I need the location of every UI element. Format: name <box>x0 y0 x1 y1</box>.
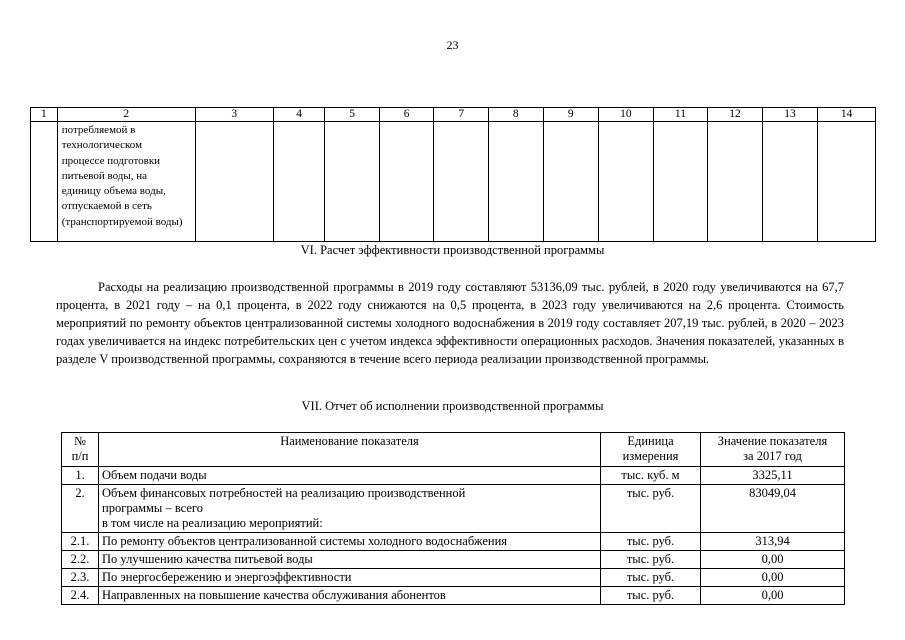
row-indicator-name <box>99 485 601 533</box>
row-number: 2.4. <box>62 587 99 605</box>
header-value <box>701 433 845 467</box>
table-row <box>62 569 845 587</box>
row-text-line: Объем финансовых потребностей на реализацию производственной <box>102 486 466 500</box>
column-header: 7 <box>434 108 489 122</box>
row-number: 1. <box>62 467 99 485</box>
row-value: 3325,11 <box>701 467 845 485</box>
section-6-heading: VI. Расчет эффективности производственной программы <box>300 243 605 257</box>
table-cell <box>434 122 489 242</box>
table-cell <box>379 122 434 242</box>
row-indicator-name <box>99 467 601 485</box>
indicator-name-cell <box>57 122 195 242</box>
column-header: 1 <box>31 108 58 122</box>
indicators-table-continuation <box>30 107 876 242</box>
column-header: 9 <box>543 108 599 122</box>
row-unit: тыс. куб. м <box>601 467 701 485</box>
row-unit: тыс. руб. <box>601 551 701 569</box>
row-text-line: программы – всего <box>102 501 203 515</box>
table-row <box>62 533 845 551</box>
column-header: 4 <box>273 108 324 122</box>
column-header: 10 <box>599 108 654 122</box>
table-cell <box>325 122 380 242</box>
header-text-line: Единица <box>627 434 674 448</box>
column-header: 8 <box>488 108 543 122</box>
indicator-text-line: (транспортируемой воды) <box>61 215 183 228</box>
header-text-line: Наименование показателя <box>280 434 419 448</box>
indicator-text-line: технологическом <box>61 139 143 152</box>
section-6-paragraph: Расходы на реализацию производственной программы в 2019 году составляют 53136,09 тыс. рублей, в 2020 году увеличиваются на 67,7 процента, в 2021 году – на 0,1 процента, в 2022 году снижаются на 0,5 процента, в 2023 году увеличиваются на 2,6 процента. Стоимость мероприятий по ремонту объектов централизованной системы холодного водоснабжения в 2019 году составляет 207,19 тыс. рублей, в 2020 – 2023 годах увеличивается на индекс потребительских цен с учетом индекса эффективности операционных расходов. Значения показателей, указанных в разделе V производственной программы, сохраняются в течение всего периода реализации производственной программы. <box>56 280 844 367</box>
column-header: 3 <box>195 108 273 122</box>
indicator-text-line: питьевой воды, на <box>61 169 148 182</box>
column-header: 2 <box>57 108 195 122</box>
indicator-text-line: потребляемой в <box>61 124 136 136</box>
table-cell <box>653 122 708 242</box>
indicator-text-line: отпускаемой в сеть <box>61 200 152 213</box>
table-row <box>62 551 845 569</box>
header-text-line: № <box>74 434 86 448</box>
row-text-line: в том числе на реализацию мероприятий: <box>102 516 323 530</box>
table-header-row <box>31 108 876 122</box>
column-header: 5 <box>325 108 380 122</box>
table-row <box>62 467 845 485</box>
row-text-line: По улучшению качества питьевой воды <box>102 552 313 566</box>
row-text-line: По энергосбережению и энергоэффективности <box>102 570 352 584</box>
table-cell <box>195 122 273 242</box>
header-number <box>62 433 99 467</box>
row-value: 83049,04 <box>701 485 845 533</box>
header-text-line: п/п <box>71 449 89 463</box>
indicator-text-line: единицу объема воды, <box>61 185 166 198</box>
row-number: 2.1. <box>62 533 99 551</box>
table-row <box>62 485 845 533</box>
table-cell <box>488 122 543 242</box>
column-header: 6 <box>379 108 434 122</box>
row-value: 313,94 <box>701 533 845 551</box>
row-indicator-name <box>99 569 601 587</box>
header-unit <box>601 433 701 467</box>
row-indicator-name <box>99 533 601 551</box>
table-cell <box>599 122 654 242</box>
page-number: 23 <box>446 38 459 52</box>
header-text-line: за 2017 год <box>743 449 802 463</box>
table-header-row <box>62 433 845 467</box>
row-unit: тыс. руб. <box>601 587 701 605</box>
program-report-table <box>61 432 845 605</box>
column-header: 12 <box>708 108 763 122</box>
table-cell <box>762 122 818 242</box>
row-text-line: Направленных на повышение качества обслуживания абонентов <box>102 588 446 602</box>
table-cell <box>818 122 876 242</box>
column-header: 11 <box>653 108 708 122</box>
row-unit: тыс. руб. <box>601 569 701 587</box>
row-unit: тыс. руб. <box>601 485 701 533</box>
table-cell <box>273 122 324 242</box>
header-text-line: Значение показателя <box>717 434 828 448</box>
table-cell <box>31 122 58 242</box>
section-7-heading: VII. Отчет об исполнении производственной программы <box>301 399 604 413</box>
table-cell <box>708 122 763 242</box>
row-indicator-name <box>99 551 601 569</box>
row-value: 0,00 <box>701 569 845 587</box>
row-text-line: Объем подачи воды <box>102 468 207 482</box>
table-cell <box>543 122 599 242</box>
column-header: 13 <box>762 108 818 122</box>
row-indicator-name <box>99 587 601 605</box>
table-row <box>62 587 845 605</box>
row-value: 0,00 <box>701 587 845 605</box>
column-header: 14 <box>818 108 876 122</box>
row-unit: тыс. руб. <box>601 533 701 551</box>
row-number: 2.3. <box>62 569 99 587</box>
row-number: 2.2. <box>62 551 99 569</box>
row-number: 2. <box>62 485 99 533</box>
row-value: 0,00 <box>701 551 845 569</box>
header-indicator-name <box>99 433 601 467</box>
table-row <box>31 122 876 242</box>
header-text-line: измерения <box>622 449 679 463</box>
indicator-text-line: процессе подготовки <box>61 154 161 167</box>
row-text-line: По ремонту объектов централизованной системы холодного водоснабжения <box>102 534 508 548</box>
